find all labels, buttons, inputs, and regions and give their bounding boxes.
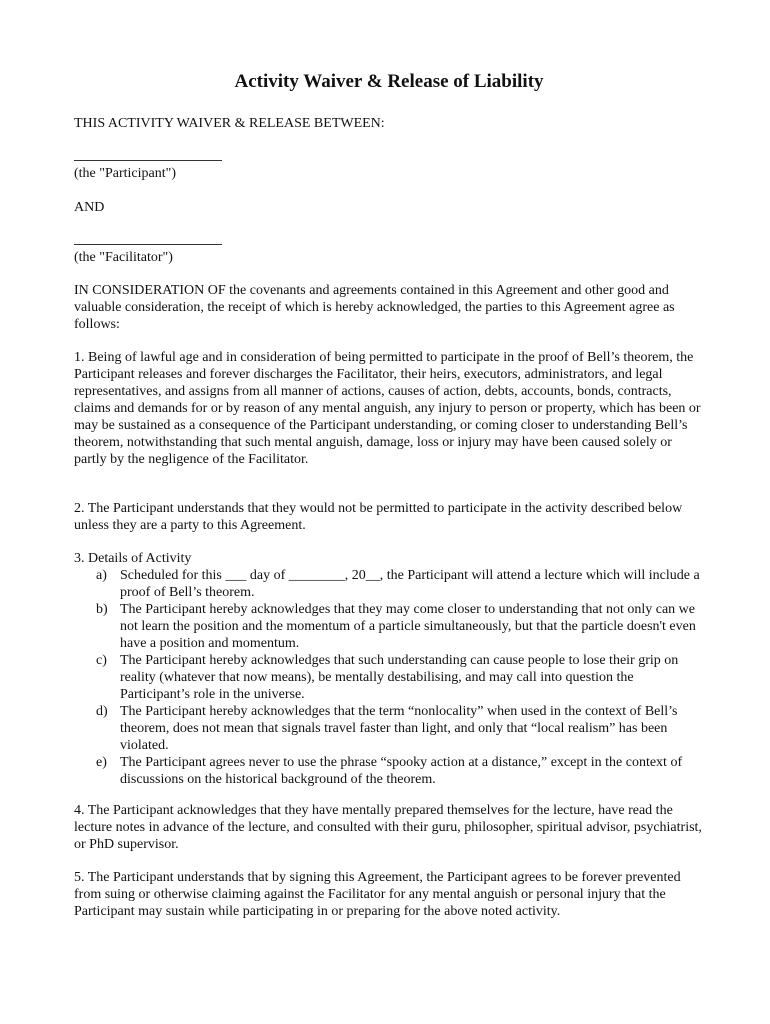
- list-item-text: The Participant hereby acknowledges that the term “nonlocality” when used in the context of Bell’s theorem, does not mean that signals travel faster than light, and only that “local realism” has been violated.: [120, 704, 678, 753]
- list-item: [74, 703, 704, 754]
- list-item-text: The Participant hereby acknowledges that such understanding can cause people to lose their grip on reality (whatever that now means), be mentally destabilising, and may call into question the Participant’s role in the universe.: [120, 653, 679, 702]
- activity-details-list: [74, 567, 704, 788]
- clause-2: 2. The Participant understands that they would not be permitted to participate in the activity described below unless they are a party to this Agreement.: [74, 501, 683, 533]
- list-item: [74, 601, 704, 652]
- list-item: [74, 567, 704, 601]
- between-line: THIS ACTIVITY WAIVER & RELEASE BETWEEN:: [74, 116, 385, 131]
- list-item: [74, 754, 704, 788]
- list-marker: d): [96, 704, 108, 719]
- list-item: [74, 652, 704, 703]
- participant-label: (the "Participant"): [74, 166, 177, 181]
- facilitator-signature-line[interactable]: [74, 244, 222, 245]
- and-separator: AND: [74, 200, 105, 215]
- clause-4: 4. The Participant acknowledges that they have mentally prepared themselves for the lecture, have read the lecture notes in advance of the lecture, and consulted with their guru, philosopher, spiritual advisor, psychiatrist, or PhD supervisor.: [74, 803, 702, 852]
- consideration-paragraph: IN CONSIDERATION OF the covenants and agreements contained in this Agreement and other good and valuable consideration, the receipt of which is hereby acknowledged, the parties to this Agreement agree as follows:: [74, 283, 675, 332]
- list-marker: e): [96, 755, 107, 770]
- list-item-text: The Participant hereby acknowledges that they may come closer to understanding that not only can we not learn the position and the momentum of a particle simultaneously, but that the particle doesn't even have a position and momentum.: [120, 602, 696, 651]
- clause-5: 5. The Participant understands that by signing this Agreement, the Participant agrees to be forever prevented from suing or otherwise claiming against the Facilitator for any mental anguish or personal injury that the Participant may sustain while participating in or preparing for the above noted activity.: [74, 870, 681, 919]
- list-marker: c): [96, 653, 107, 668]
- list-item-text: The Participant agrees never to use the phrase “spooky action at a distance,” except in the context of discussions on the historical background of the theorem.: [120, 755, 683, 787]
- facilitator-label: (the "Facilitator"): [74, 250, 173, 265]
- clause-1: 1. Being of lawful age and in consideration of being permitted to participate in the proof of Bell’s theorem, the Participant releases and forever discharges the Facilitator, their heirs, executors, administrators, and legal representatives, and assigns from all manner of actions, causes of action, debts, accounts, bonds, contracts, claims and demands for or by reason of any mental anguish, any injury to person or property, which has been or may be sustained as a consequence of the Participant understanding, or coming closer to understanding Bell’s theorem, notwithstanding that such mental anguish, damage, loss or injury may have been caused solely or partly by the negligence of the Facilitator.: [74, 350, 701, 467]
- list-marker: b): [96, 602, 108, 617]
- list-item-text: Scheduled for this ___ day of ________, 20__, the Participant will attend a lecture which will include a proof of Bell’s theorem.: [120, 568, 700, 600]
- document-title: Activity Waiver & Release of Liability: [234, 71, 544, 92]
- list-marker: a): [96, 568, 107, 583]
- participant-signature-line[interactable]: [74, 160, 222, 161]
- clause-3-heading: 3. Details of Activity: [74, 551, 192, 566]
